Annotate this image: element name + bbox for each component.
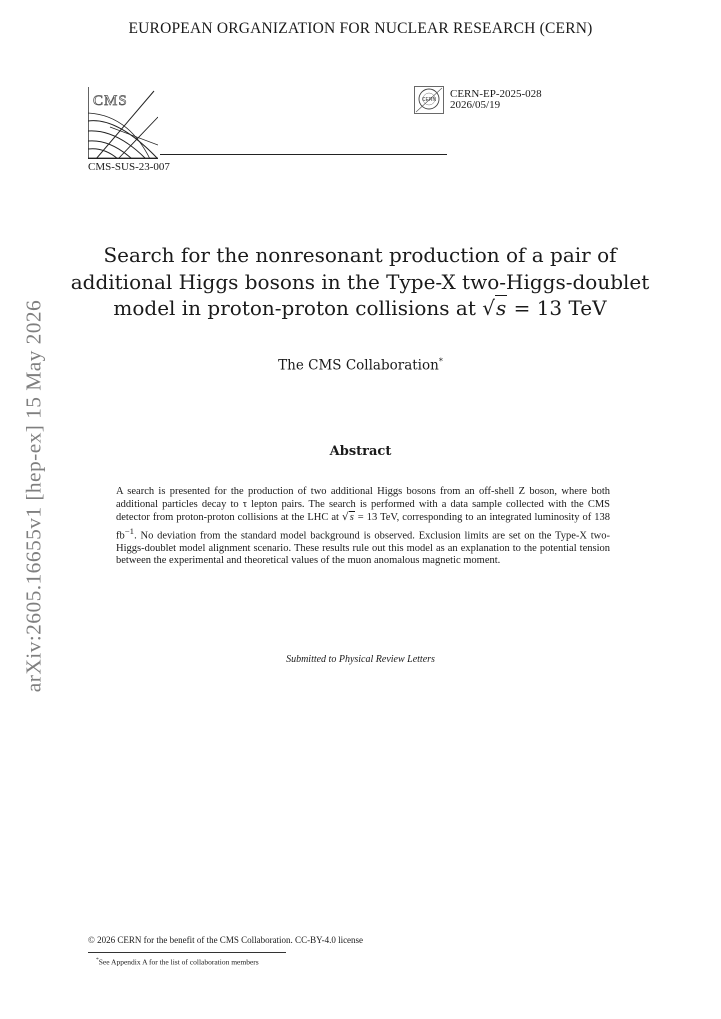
title-line-3: [60, 295, 660, 322]
cern-logo-text: CERN: [421, 97, 437, 103]
title-line-1: Search for the nonresonant production of a pair of: [103, 243, 617, 267]
footnote-text: See Appendix A for the list of collaboration members: [98, 957, 259, 967]
cern-report-date: 2026/05/19: [450, 99, 501, 111]
organization-header: EUROPEAN ORGANIZATION FOR NUCLEAR RESEARCH (CERN): [128, 20, 593, 37]
author-line: [0, 357, 721, 374]
footnote-marker: *: [96, 957, 99, 963]
paper-title: [60, 242, 660, 322]
cms-logo-text: CMS: [93, 93, 128, 109]
title-line-3-text: model in proton-proton collisions at: [113, 296, 483, 320]
luminosity-exponent: −1: [124, 525, 135, 536]
experiment-report-number: CMS-SUS-23-007: [88, 161, 170, 173]
author-name: The CMS Collaboration: [278, 357, 439, 374]
header-rule: [160, 154, 447, 155]
arxiv-stamp-text: arXiv:2605.16655v1 [hep-ex] 15 May 2026: [21, 299, 46, 693]
footnote-rule: [88, 952, 286, 953]
author-footnote-marker: *: [438, 357, 443, 366]
sqrt-s-symbol: √s: [341, 511, 354, 524]
title-line-2: additional Higgs bosons in the Type-X two-Higgs-doublet: [70, 269, 650, 294]
abstract-text: A search is presented for the production of two additional Higgs bosons from an off-shell Z boson, where both additional particles decay to τ lepton pairs. The search is performed with a data sample collected with the CMS detector from proton-proton collisions at the LHC at √s = 13 TeV, corresponding to an integrated luminosity of 138 $fb^{-1}$. No deviation from the standard model background is observed. Exclusion limits are set on the Type-X two-Higgs-doublet model alignment scenario. These results rule out this model as an explanation to the potential tension between the experimental and theoretical values of the muon anomalous magnetic moment.: [116, 486, 610, 567]
copyright-notice: © 2026 CERN for the benefit of the CMS Collaboration. CC-BY-4.0 license: [88, 935, 364, 945]
sqrt-s-symbol: √s: [482, 296, 507, 320]
footnote: [96, 957, 259, 967]
cern-report-number: CERN-EP-2025-028: [450, 88, 542, 100]
cern-report-block: [450, 89, 542, 111]
cern-logo: [414, 86, 444, 114]
abstract-heading: Abstract: [329, 444, 392, 459]
submission-note: Submitted to Physical Review Letters: [286, 654, 435, 665]
cms-logo: [88, 87, 158, 159]
title-energy: = 13 TeV: [507, 296, 607, 320]
